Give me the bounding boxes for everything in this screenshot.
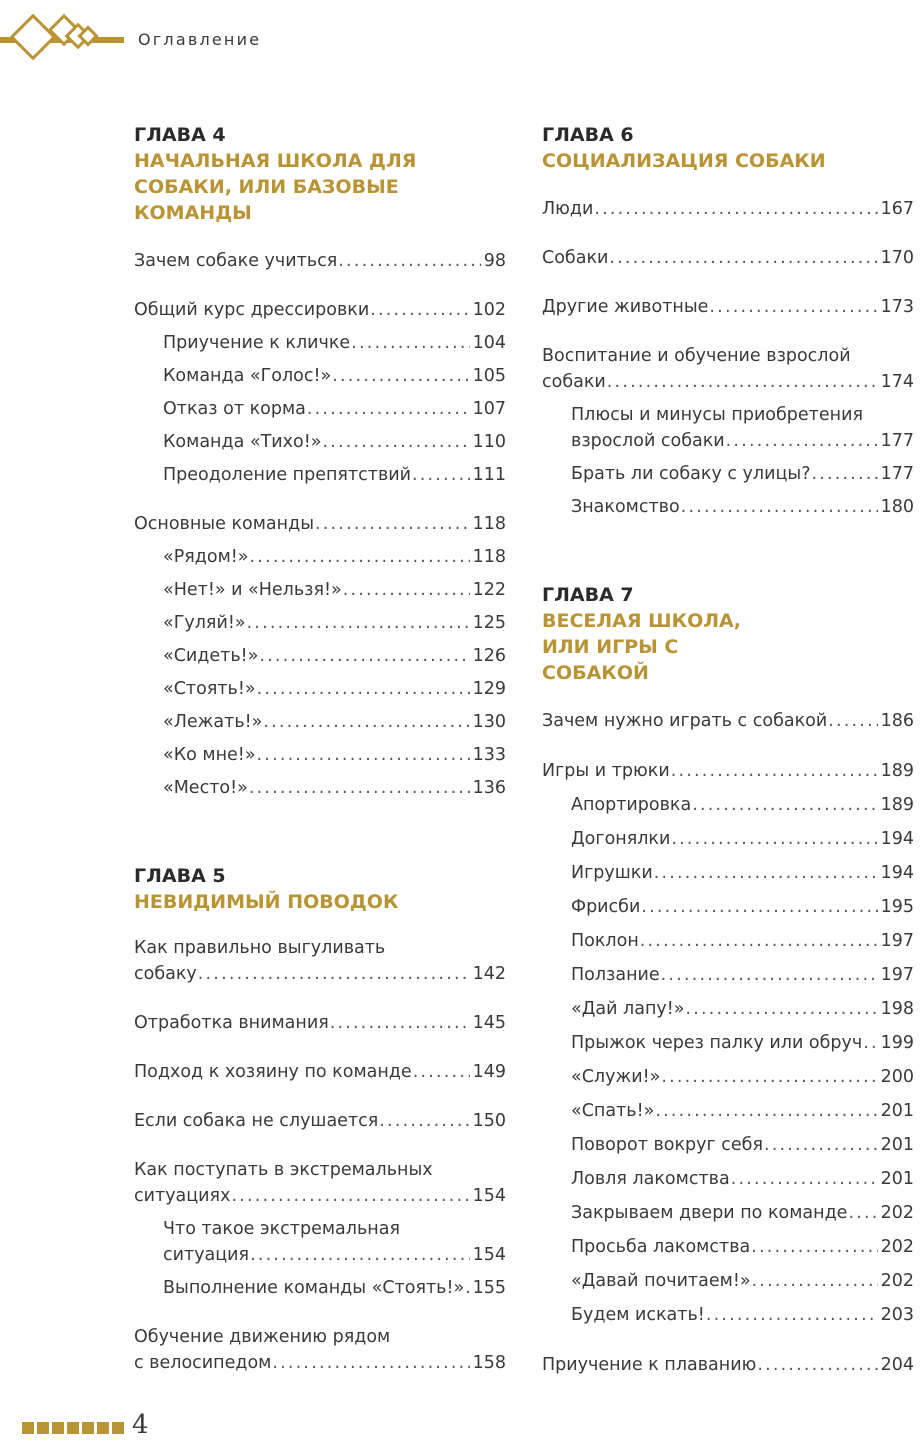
toc-subentry[interactable]: «Дай лапу!» ..... 198 (542, 996, 914, 1022)
chapter-title: СОЦИАЛИЗАЦИЯ СОБАКИ (542, 150, 826, 172)
toc-subentry[interactable]: «Служи!» ..... 200 (542, 1064, 914, 1090)
chapter-title: НАЧАЛЬНАЯ ШКОЛА ДЛЯ СОБАКИ, ИЛИ БАЗОВЫЕ КОМАНДЫ (134, 150, 417, 224)
toc-subentry[interactable]: Просьба лакомства ..... 202 (542, 1234, 914, 1260)
toc-entry[interactable]: Люди ..... 167 (542, 196, 914, 222)
toc-subentry[interactable]: Команда «Голос!» ..... 105 (134, 363, 506, 389)
gold-squares-strip-icon (22, 1422, 124, 1434)
toc-subentry[interactable]: Брать ли собаку с улицы? ..... 177 (542, 461, 914, 487)
toc-subentry[interactable]: Закрываем двери по команде ..... 202 (542, 1200, 914, 1226)
toc-entry[interactable]: Собаки ..... 170 (542, 245, 914, 271)
toc-subentry[interactable]: Апортировка ..... 189 (542, 792, 914, 818)
toc-subentry[interactable]: «Спать!» ..... 201 (542, 1098, 914, 1124)
toc-subentry[interactable]: «Лежать!» ..... 130 (134, 709, 506, 735)
toc-subentry[interactable]: Преодоление препятствий ..... 111 (134, 462, 506, 488)
toc-subentry[interactable]: «Гуляй!» ..... 125 (134, 610, 506, 636)
chapter-5 (134, 863, 506, 915)
toc-subentry[interactable]: Фрисби ..... 195 (542, 894, 914, 920)
toc-subentry[interactable]: Что такое экстремальная ситуация ..... 154 (134, 1216, 506, 1268)
toc-subentry[interactable]: «Ко мне!» ..... 133 (134, 742, 506, 768)
toc-subentry[interactable]: «Место!» ..... 136 (134, 775, 506, 801)
toc-subentry[interactable]: «Стоять!» ..... 129 (134, 676, 506, 702)
toc-subentry[interactable]: Знакомство ..... 180 (542, 494, 914, 520)
toc-subentry[interactable]: Отказ от корма ..... 107 (134, 396, 506, 422)
toc-subentry[interactable]: Выполнение команды «Стоять!» ..... 155 (134, 1275, 506, 1301)
toc-subentry[interactable]: Игрушки ..... 194 (542, 860, 914, 886)
toc-subentry[interactable]: «Давай почитаем!» ..... 202 (542, 1268, 914, 1294)
chapter-6 (542, 122, 914, 174)
chapter-4 (134, 122, 506, 226)
toc-entry[interactable]: Как правильно выгуливать собаку ..... 142 (134, 935, 506, 987)
toc-subentry[interactable]: Поклон ..... 197 (542, 928, 914, 954)
toc-entry[interactable]: Обучение движению рядом с велосипедом ..... 158 (134, 1324, 506, 1376)
page-number: 4 (132, 1410, 149, 1440)
toc-subentry[interactable]: Догонялки ..... 194 (542, 826, 914, 852)
toc-subentry[interactable]: Ловля лакомства ..... 201 (542, 1166, 914, 1192)
toc-entry[interactable]: Если собака не слушается ..... 150 (134, 1108, 506, 1134)
toc-subentry[interactable]: Команда «Тихо!» ..... 110 (134, 429, 506, 455)
chapter-7 (542, 582, 914, 686)
toc-subentry[interactable]: Плюсы и минусы приобретения взрослой собаки ..... 177 (542, 402, 914, 454)
toc-entry[interactable]: Отработка внимания ..... 145 (134, 1010, 506, 1036)
diamond-squares-icon (0, 8, 124, 68)
chapter-number: ГЛАВА 4 (134, 124, 226, 146)
chapter-title: ВЕСЕЛАЯ ШКОЛА, ИЛИ ИГРЫ С СОБАКОЙ (542, 610, 741, 684)
toc-subentry[interactable]: «Сидеть!» ..... 126 (134, 643, 506, 669)
toc-entry[interactable]: Воспитание и обучение взрослой собаки ..... 174 (542, 343, 914, 395)
toc-entry[interactable]: Общий курс дрессировки ..... 102 (134, 297, 506, 323)
toc-entry[interactable]: Игры и трюки ..... 189 (542, 758, 914, 784)
toc-subentry[interactable]: «Нет!» и «Нельзя!» ..... 122 (134, 577, 506, 603)
chapter-title: НЕВИДИМЫЙ ПОВОДОК (134, 891, 399, 913)
chapter-number: ГЛАВА 7 (542, 584, 634, 606)
toc-entry[interactable]: Как поступать в экстремальных ситуациях ..... 154 (134, 1157, 506, 1209)
toc-entry[interactable]: Приучение к плаванию ..... 204 (542, 1352, 914, 1378)
toc-subentry[interactable]: Приучение к кличке ..... 104 (134, 330, 506, 356)
toc-entry[interactable]: Зачем собаке учиться ..... 98 (134, 248, 506, 274)
chapter-number: ГЛАВА 5 (134, 865, 226, 887)
toc-entry[interactable]: Основные команды ..... 118 (134, 511, 506, 537)
toc-subentry[interactable]: Поворот вокруг себя ..... 201 (542, 1132, 914, 1158)
toc-subentry[interactable]: Прыжок через палку или обруч ..... 199 (542, 1030, 914, 1056)
toc-subentry[interactable]: Ползание ..... 197 (542, 962, 914, 988)
toc-right-column (542, 122, 914, 1378)
toc-subentry[interactable]: «Рядом!» ..... 118 (134, 544, 506, 570)
chapter-number: ГЛАВА 6 (542, 124, 634, 146)
page-header-title: Оглавление (138, 30, 262, 49)
toc-entry[interactable]: Зачем нужно играть с собакой ..... 186 (542, 708, 914, 734)
toc-entry[interactable]: Другие животные ..... 173 (542, 294, 914, 320)
toc-entry[interactable]: Подход к хозяину по команде ..... 149 (134, 1059, 506, 1085)
toc-subentry[interactable]: Будем искать! ..... 203 (542, 1302, 914, 1328)
toc-left-column (134, 122, 506, 1376)
